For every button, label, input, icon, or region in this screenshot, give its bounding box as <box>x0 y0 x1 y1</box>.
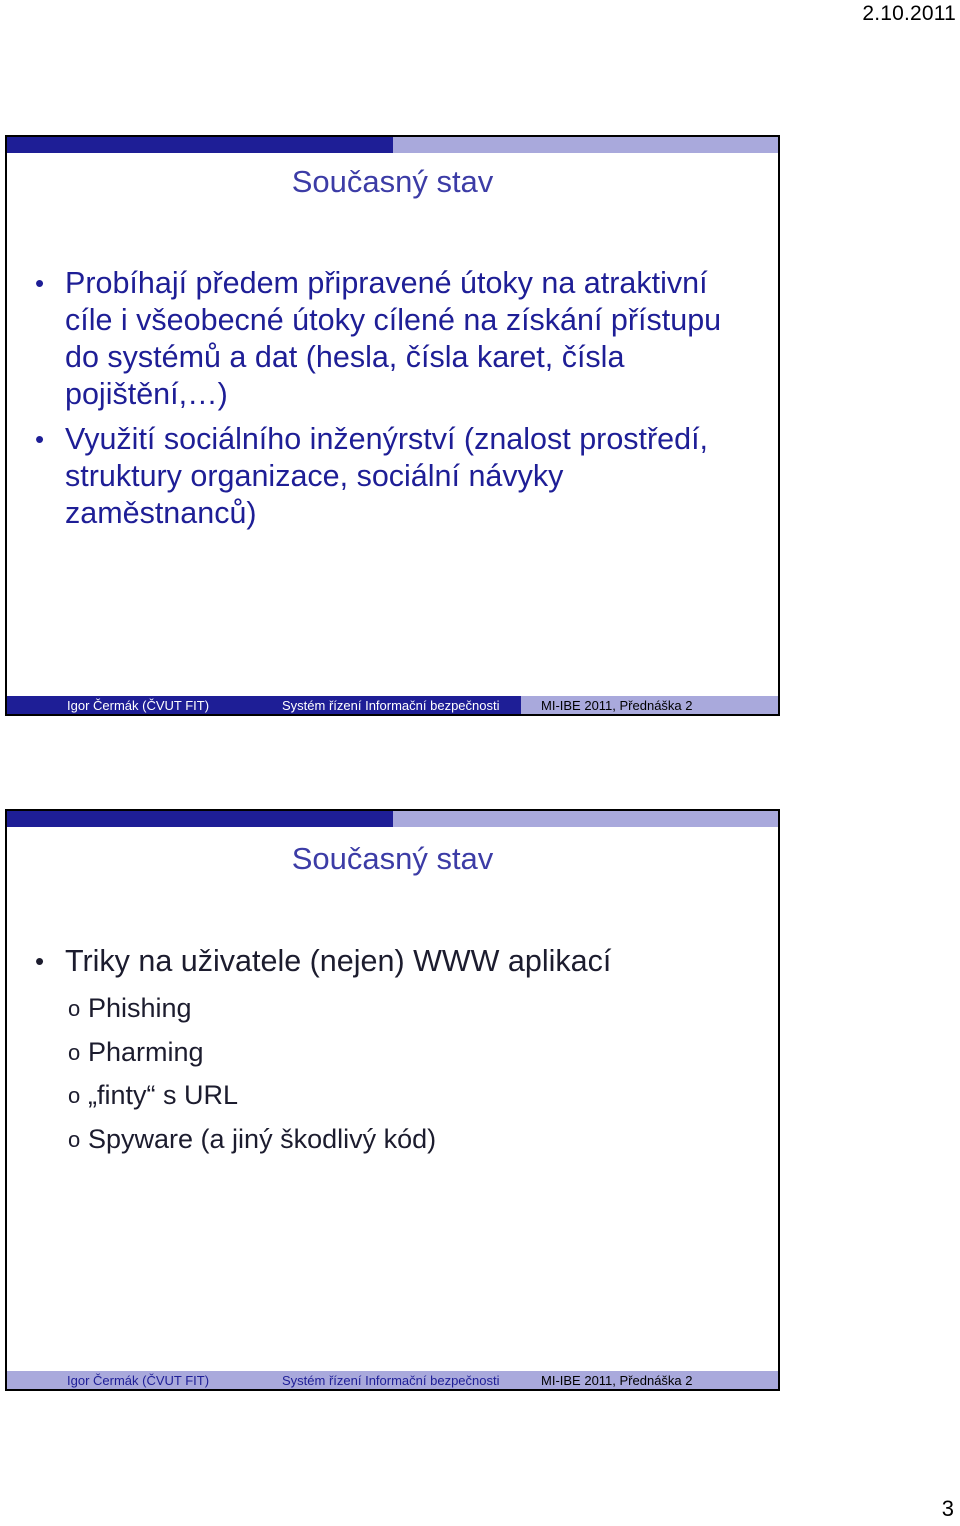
slide-top-bar <box>7 811 778 827</box>
bullet-text: Triky na uživatele (nejen) WWW aplikací <box>65 944 612 978</box>
slide-1 <box>5 135 780 716</box>
bullet-item <box>31 943 758 980</box>
footer-author: Igor Čermák (ČVUT FIT) <box>7 1371 270 1389</box>
sub-bullet-list <box>31 987 758 1161</box>
bullet-list <box>31 265 758 532</box>
sub-bullet-text: Phishing <box>88 993 192 1023</box>
sub-bullet-icon: o <box>68 1039 81 1065</box>
sub-bullet-text: Pharming <box>88 1036 204 1067</box>
sub-bullet-item <box>31 1118 758 1162</box>
slide-top-bar <box>7 137 778 153</box>
sub-bullet-item <box>31 1074 758 1118</box>
sub-bullet-icon: o <box>68 1126 81 1152</box>
slide-footer <box>7 1371 778 1389</box>
bullet-text: Probíhají předem připravené útoky na atraktivní cíle i všeobecné útoky cílené na získání přístupu do systémů a dat (hesla, čísla karet, čísla pojištění,…) <box>65 266 722 411</box>
slide-2 <box>5 809 780 1391</box>
sub-bullet-text: Spyware (a jiný škodlivý kód) <box>88 1123 437 1154</box>
sub-bullet-icon: o <box>68 1083 81 1108</box>
bullet-item <box>31 421 758 532</box>
page-date: 2.10.2011 <box>862 2 956 25</box>
bullet-icon: • <box>35 424 45 454</box>
footer-course: Systém řízení Informační bezpečnosti <box>270 1371 521 1389</box>
footer-course: Systém řízení Informační bezpečnosti <box>270 696 521 714</box>
slide-title: Současný stav <box>291 841 494 876</box>
bullet-icon: • <box>35 946 45 976</box>
sub-bullet-icon: o <box>68 996 81 1021</box>
bullet-item <box>31 265 758 413</box>
sub-bullet-item <box>31 1031 758 1075</box>
bullet-text: Využití sociálního inženýrství (znalost prostředí, struktury organizace, sociální návyky zaměstnanců) <box>65 422 709 530</box>
footer-lecture: MI-IBE 2011, Přednáška 2 <box>521 1371 778 1389</box>
page-number: 3 <box>941 1496 954 1521</box>
footer-lecture: MI-IBE 2011, Přednáška 2 <box>521 696 778 714</box>
slide-title: Současný stav <box>291 164 494 199</box>
bullet-icon: • <box>35 268 45 298</box>
sub-bullet-text: „finty“ s URL <box>88 1080 239 1110</box>
footer-author: Igor Čermák (ČVUT FIT) <box>7 696 270 714</box>
sub-bullet-item <box>31 987 758 1031</box>
bullet-list <box>31 943 758 980</box>
slide-footer <box>7 696 778 714</box>
